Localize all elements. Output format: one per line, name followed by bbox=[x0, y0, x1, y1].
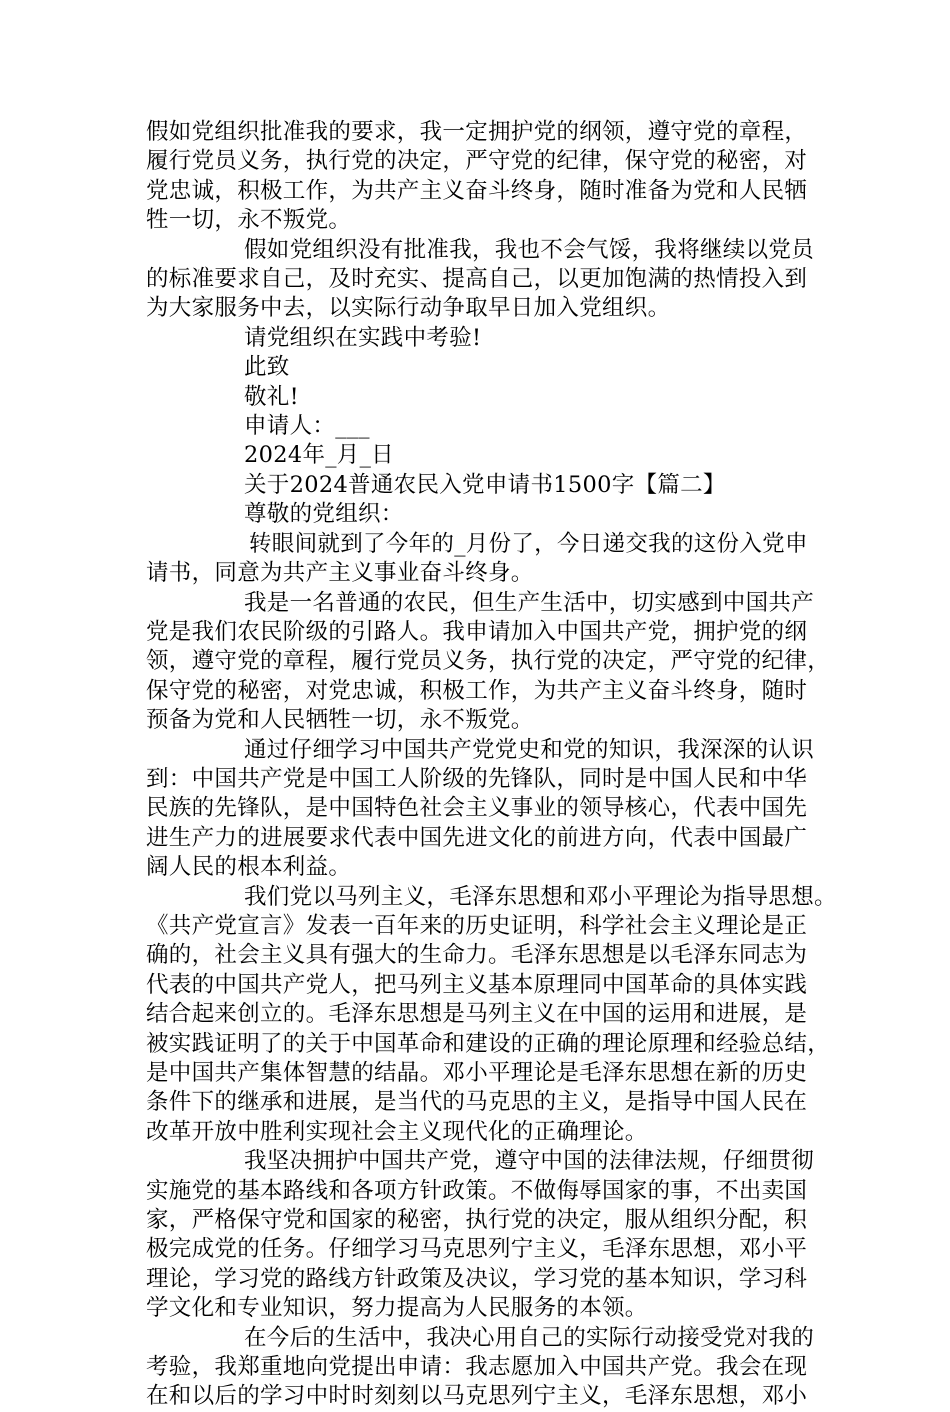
text-line: 尊敬的党组织： bbox=[244, 501, 404, 528]
text-line: 领，遵守党的章程，履行党员义务，执行党的决定，严守党的纪律， bbox=[146, 648, 831, 675]
text-line: 确的，社会主义具有强大的生命力。毛泽东思想是以毛泽东同志为 bbox=[146, 942, 808, 969]
text-line: 请书，同意为共产主义事业奋斗终身。 bbox=[146, 560, 534, 587]
text-line: 预备为党和人民牺牲一切，永不叛党。 bbox=[146, 707, 534, 734]
text-line: 改革开放中胜利实现社会主义现代化的正确理论。 bbox=[146, 1118, 648, 1145]
text-line: 在和以后的学习中时时刻刻以马克思列宁主义，毛泽东思想，邓小 bbox=[146, 1383, 808, 1410]
text-line: 我们党以马列主义，毛泽东思想和邓小平理论为指导思想。 bbox=[244, 883, 837, 910]
text-line: 假如党组织没有批准我，我也不会气馁，我将继续以党员 bbox=[244, 236, 815, 263]
text-line: 民族的先锋队，是中国特色社会主义事业的领导核心，代表中国先 bbox=[146, 795, 808, 822]
text-line: 2024年_月_日 bbox=[244, 442, 394, 469]
text-line: 申请人：___ bbox=[244, 413, 370, 440]
text-line: 的标准要求自己，及时充实、提高自己，以更加饱满的热情投入到 bbox=[146, 266, 808, 293]
text-line: 是中国共产集体智慧的结晶。邓小平理论是毛泽东思想在新的历史 bbox=[146, 1060, 808, 1086]
text-line: 学文化和专业知识，努力提高为人民服务的本领。 bbox=[146, 1295, 648, 1322]
text-line: 我坚决拥护中国共产党，遵守中国的法律法规，仔细贯彻 bbox=[244, 1148, 815, 1175]
text-line: 条件下的继承和进展，是当代的马克思的主义，是指导中国人民在 bbox=[146, 1089, 808, 1116]
text-line: 考验，我郑重地向党提出申请：我志愿加入中国共产党。我会在现 bbox=[146, 1354, 808, 1381]
text-line: 假如党组织批准我的要求，我一定拥护党的纲领，遵守党的章程， bbox=[146, 119, 808, 145]
text-line: 到：中国共产党是中国工人阶级的先锋队，同时是中国人民和中华 bbox=[146, 765, 808, 792]
text-line: 我是一名普通的农民，但生产生活中，切实感到中国共产 bbox=[244, 589, 815, 616]
text-line: 实施党的基本路线和各项方针政策。不做侮辱国家的事，不出卖国 bbox=[146, 1177, 808, 1204]
text-line: 理论，学习党的路线方针政策及决议，学习党的基本知识，学习科 bbox=[146, 1265, 808, 1292]
text-line: 关于2024普通农民入党申请书1500字【篇二】 bbox=[244, 471, 726, 498]
text-line: 进生产力的进展要求代表中国先进文化的前进方向，代表中国最广 bbox=[146, 824, 808, 851]
text-line: 家，严格保守党和国家的秘密，执行党的决定，服从组织分配，积 bbox=[146, 1207, 808, 1234]
text-line: 党是我们农民阶级的引路人。我申请加入中国共产党，拥护党的纲 bbox=[146, 618, 808, 645]
text-line: 为大家服务中去，以实际行动争取早日加入党组织。 bbox=[146, 295, 671, 322]
text-line: 通过仔细学习中国共产党党史和党的知识，我深深的认识 bbox=[244, 736, 815, 763]
text-line: 敬礼! bbox=[244, 383, 299, 410]
text-line: 转眼间就到了今年的_月份了，今日递交我的这份入党申 bbox=[249, 530, 808, 557]
text-line: 保守党的秘密，对党忠诚，积极工作，为共产主义奋斗终身，随时 bbox=[146, 677, 808, 704]
text-line: 代表的中国共产党人，把马列主义基本原理同中国革命的具体实践 bbox=[146, 971, 808, 998]
text-line: 阔人民的根本利益。 bbox=[146, 854, 352, 881]
text-line: 极完成党的任务。仔细学习马克思列宁主义，毛泽东思想，邓小平 bbox=[146, 1236, 808, 1263]
text-line: 履行党员义务，执行党的决定，严守党的纪律，保守党的秘密，对 bbox=[146, 148, 808, 175]
text-line: 结合起来创立的。毛泽东思想是马列主义在中国的运用和进展，是 bbox=[146, 1001, 808, 1028]
text-line: 此致 bbox=[244, 354, 290, 381]
text-line: 党忠诚，积极工作，为共产主义奋斗终身，随时准备为党和人民牺 bbox=[146, 177, 808, 204]
text-line: 被实践证明了的关于中国革命和建设的正确的理论原理和经验总结， bbox=[146, 1030, 831, 1057]
text-line: 牲一切，永不叛党。 bbox=[146, 207, 352, 234]
text-line: 在今后的生活中，我决心用自己的实际行动接受党对我的 bbox=[244, 1324, 815, 1351]
text-line: 《共产党宣言》发表一百年来的历史证明，科学社会主义理论是正 bbox=[146, 912, 808, 939]
text-line: 请党组织在实践中考验! bbox=[244, 324, 482, 351]
document-body bbox=[146, 118, 837, 1412]
